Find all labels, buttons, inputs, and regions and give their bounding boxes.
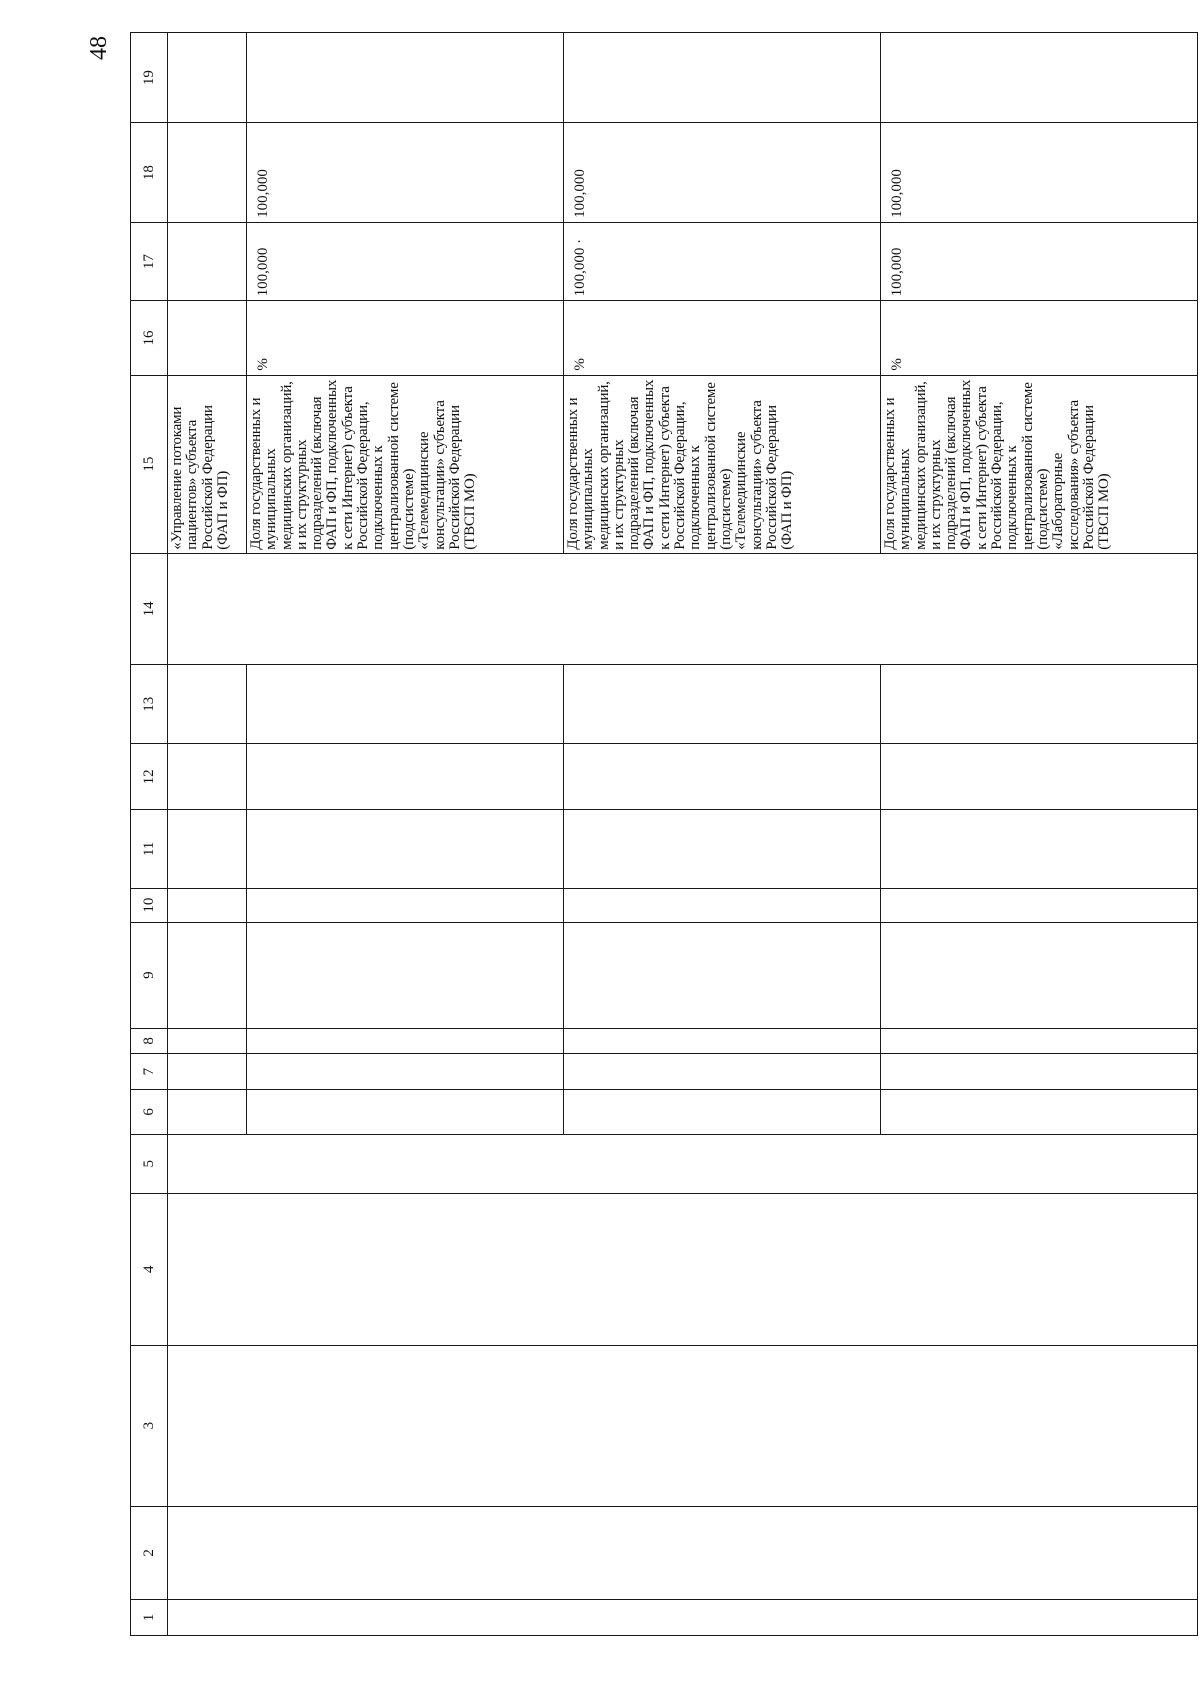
cell-empty [247, 810, 564, 888]
cell-empty [564, 33, 881, 123]
cell-empty [564, 744, 881, 810]
cell-empty [168, 1090, 247, 1135]
col-header: 16 [131, 301, 168, 375]
col-header: 11 [131, 810, 168, 888]
cell-empty [247, 33, 564, 123]
page-number: 48 [86, 36, 112, 60]
cell-empty [247, 744, 564, 810]
cell-empty [168, 922, 247, 1028]
cell-empty [168, 1345, 1198, 1506]
col-header: 12 [131, 744, 168, 810]
group-label: «Управление потоками пациентов» субъекта Российской Федерации (ФАП и ФП) [168, 375, 247, 553]
value-col-17: 100,000 [881, 222, 1198, 300]
cell-empty [168, 301, 247, 375]
cell-empty [564, 922, 881, 1028]
value-col-18: 100,000 [247, 123, 564, 223]
cell-empty [564, 888, 881, 922]
cell-empty [564, 665, 881, 745]
cell-empty [881, 922, 1198, 1028]
col-header: 4 [131, 1193, 168, 1345]
col-header: 5 [131, 1134, 168, 1193]
cell-empty [564, 1054, 881, 1090]
group-row [168, 33, 247, 1636]
col-header: 6 [131, 1090, 168, 1135]
cell-empty [168, 1028, 247, 1053]
value-col-17: 100,000 · [564, 222, 881, 300]
col-header: 18 [131, 123, 168, 223]
cell-empty [564, 810, 881, 888]
cell-empty [168, 1599, 1198, 1635]
cell-empty [247, 1054, 564, 1090]
cell-empty [168, 1054, 247, 1090]
cell-empty [881, 33, 1198, 123]
cell-empty [881, 1054, 1198, 1090]
col-header: 7 [131, 1054, 168, 1090]
cell-empty [881, 1090, 1198, 1135]
cell-empty [881, 744, 1198, 810]
cell-empty [247, 665, 564, 745]
col-header: 15 [131, 375, 168, 553]
cell-empty [247, 922, 564, 1028]
indicator-unit: % [881, 301, 1198, 375]
value-col-18: 100,000 [564, 123, 881, 223]
cell-empty [564, 1028, 881, 1053]
cell-empty [168, 1134, 1198, 1193]
cell-empty [168, 123, 247, 223]
col-header: 8 [131, 1028, 168, 1053]
col-header: 3 [131, 1345, 168, 1506]
cell-empty [168, 33, 247, 123]
col-header: 2 [131, 1506, 168, 1599]
cell-empty [168, 810, 247, 888]
cell-empty [168, 553, 1198, 664]
cell-empty [564, 1090, 881, 1135]
indicator-name: Доля государственных и муниципальных медицинских организаций, и их структурных подразделений (включая ФАП и ФП, подключенных к сети Интернет) субъекта Российской Федерации, подключенных к централизованной системе (подсистеме) «Телемедицинские консультации» субъекта Российской Федерации (ТВСП МО) [247, 375, 564, 553]
indicator-unit: % [247, 301, 564, 375]
cell-empty [881, 665, 1198, 745]
cell-empty [881, 888, 1198, 922]
indicator-name: Доля государственных и муниципальных медицинских организаций, и их структурных подразделений (включая ФАП и ФП, подключенных к сети Интернет) субъекта Российской Федерации, подключенных к централизованной системе (подсистеме) «Телемедицинские консультации» субъекта Российской Федерации (ФАП и ФП) [564, 375, 881, 553]
header-row [131, 33, 168, 1636]
col-header: 17 [131, 222, 168, 300]
col-header: 1 [131, 1599, 168, 1635]
cell-empty [881, 810, 1198, 888]
cell-empty [168, 744, 247, 810]
value-col-18: 100,000 [881, 123, 1198, 223]
cell-empty [168, 888, 247, 922]
col-header: 9 [131, 922, 168, 1028]
indicator-unit: % [564, 301, 881, 375]
col-header: 13 [131, 665, 168, 745]
col-header: 10 [131, 888, 168, 922]
cell-empty [168, 222, 247, 300]
cell-empty [881, 1028, 1198, 1053]
cell-empty [247, 1028, 564, 1053]
indicator-table [130, 32, 1198, 1636]
cell-empty [168, 665, 247, 745]
indicator-name: Доля государственных и муниципальных медицинских организаций, и их структурных подразделений (включая ФАП и ФП, подключенных к сети Интернет) субъекта Российской Федерации, подключенных к централизованной системе (подсистеме) «Лабораторные исследования» субъекта Российской Федерации (ТВСП МО) [881, 375, 1198, 553]
col-header: 14 [131, 553, 168, 664]
cell-empty [168, 1193, 1198, 1345]
cell-empty [247, 1090, 564, 1135]
col-header: 19 [131, 33, 168, 123]
cell-empty [247, 888, 564, 922]
cell-empty [168, 1506, 1198, 1599]
value-col-17: 100,000 [247, 222, 564, 300]
